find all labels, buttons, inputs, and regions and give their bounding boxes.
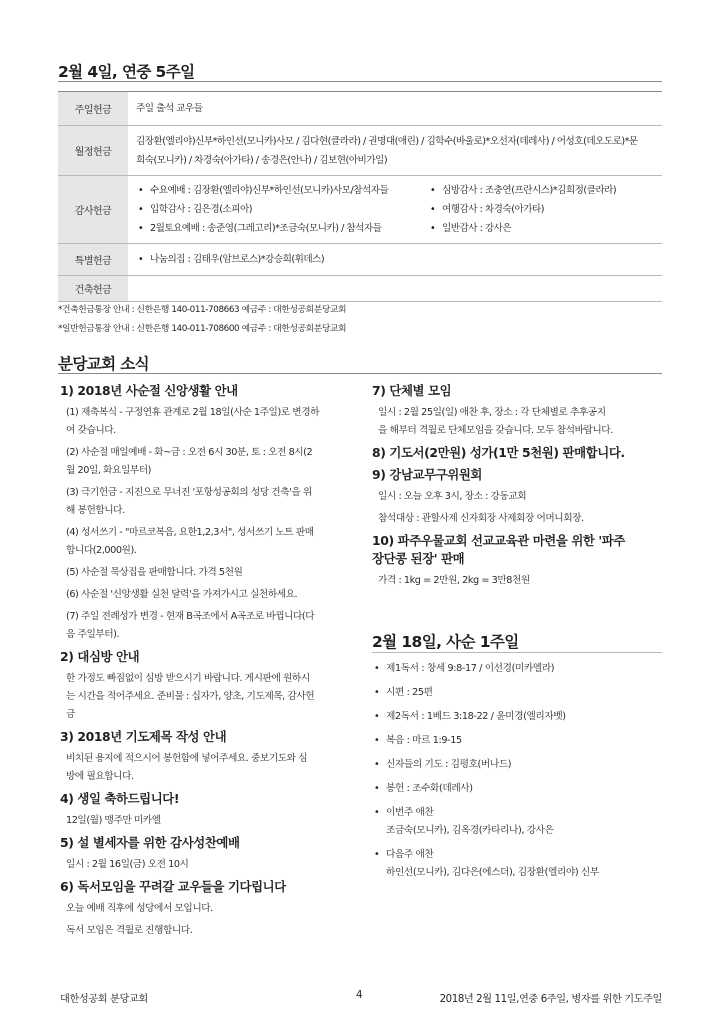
list-item: • 나눔의집 : 김태우(암브로스)*강승희(휘데스)	[136, 250, 654, 269]
offering-table	[58, 91, 662, 302]
news-line: 월 20일, 화요일부터)	[66, 465, 152, 476]
news-line: 해 봉헌합니다.	[66, 505, 125, 516]
news-line: 일시 : 2월 25일(일) 애찬 후, 장소 : 각 단체별로 추후공지	[378, 407, 606, 418]
list-item: • 다음주 애찬 하인선(모니카), 김다은(에스더), 김장환(엘리야) 신부	[372, 846, 662, 882]
list-item: • 시편 : 25편	[372, 684, 662, 702]
news-line: 을 해부터 격월로 단체모임을 갖습니다. 모두 참석바랍니다.	[378, 425, 613, 436]
list-item: • 봉헌 : 조수화(데레사)	[372, 780, 662, 798]
news-line: 음 주일부터).	[66, 629, 120, 640]
footer-date: 2018년 2월 11일,연중 6주일, 병자를 위한 기도주일	[439, 994, 662, 1005]
news-line: 오늘 예배 직후에 성당에서 모입니다.	[66, 903, 213, 914]
news-column-right	[372, 382, 662, 590]
section-rule	[58, 81, 662, 82]
offering-label: 특별헌금	[58, 244, 128, 276]
list-item: • 제1독서 : 창세 9:8-17 / 이선경(미카엘라)	[372, 660, 662, 678]
news-line: 일시 : 오늘 오후 3시, 장소 : 강동교회	[378, 491, 527, 502]
news-title: 5) 설 별세자를 위한 감사성찬예배	[60, 835, 240, 850]
sunday-list	[372, 660, 662, 888]
offering-row-building	[58, 276, 662, 302]
news-line: (2) 사순절 매일예배 - 화~금 : 오전 6시 30분, 토 : 오전 8시(2	[66, 447, 313, 458]
list-item: • 심방감사 : 조충연(프란시스)*김희정(클라라)	[428, 181, 616, 200]
news-line: 12일(월) 맹주만 미카엘	[66, 815, 161, 826]
news-title: 8) 기도서(2만원) 성가(1만 5천원) 판매합니다.	[372, 445, 625, 460]
offering-label: 주일헌금	[58, 92, 128, 126]
footer-church-name: 대한성공회 분당교회	[60, 994, 148, 1005]
page-number: 4	[356, 990, 363, 1001]
list-item: • 입학감사 : 김은경(소피아)	[136, 200, 428, 219]
offering-value	[128, 276, 662, 302]
news-title: 10) 파주우물교회 선교교육관 마련을 위한 '파주	[372, 533, 625, 548]
list-item: • 이번주 애찬 조금숙(모니카), 김옥경(카타리나), 강사은	[372, 804, 662, 840]
news-line: 합니다(2,000원).	[66, 545, 137, 556]
list-item: • 2월토요예배 : 송준영(그레고리)*조금숙(모니카) / 참석자들	[136, 219, 428, 238]
thanks-list-right	[428, 181, 616, 238]
section-rule	[372, 652, 662, 653]
news-title: 4) 생일 축하드립니다!	[60, 791, 180, 806]
account-note-general: *일반헌금통장 안내 : 신한은행 140-011-708600 예금주 : 대한성공회분당교회	[58, 324, 347, 334]
list-item: • 신자들의 기도 : 김평호(버나드)	[372, 756, 662, 774]
offering-value	[128, 176, 662, 244]
news-line: 참석대상 : 관할사제 신자회장 사제회장 어머니회장.	[378, 513, 584, 524]
offering-row-thanks	[58, 176, 662, 244]
list-item: • 일반감사 : 강사은	[428, 219, 616, 238]
news-line: 는 시간을 적어주세요. 준비물 : 십자가, 양초, 기도제목, 감사헌	[66, 691, 315, 702]
news-line: (1) 재축복식 - 구정연휴 관계로 2월 18일(사순 1주일)로 변경하	[66, 407, 320, 418]
offering-label: 월정헌금	[58, 126, 128, 176]
news-title: 2) 대심방 안내	[60, 649, 140, 664]
offering-row-sunday	[58, 92, 662, 126]
news-line: (3) 극기헌금 - 지진으로 무너진 '포항성공회의 성당 건축'을 위	[66, 487, 312, 498]
news-title: 9) 강남교무구위원회	[372, 467, 482, 482]
section-title-feb4: 2월 4일, 연중 5주일	[58, 63, 195, 81]
news-line: (7) 주일 전례성가 변경 - 현재 B곡조에서 A곡조로 바뀝니다(다	[66, 611, 315, 622]
news-line: (4) 성서쓰기 - "마르코복음, 요한1,2,3서", 성서쓰기 노트 판매	[66, 527, 314, 538]
section-rule	[58, 373, 662, 374]
list-item: • 여행감사 : 차경숙(아가타)	[428, 200, 616, 219]
offering-line: 김장환(엘리야)신부*하인선(모니카)사모 / 김다현(클라라) / 권명대(애린) / 김학수(바울로)*오선자(데레사) / 어성호(데오도로)*문	[136, 135, 638, 147]
news-title: 1) 2018년 사순절 신앙생활 안내	[60, 383, 238, 398]
news-line: 금	[66, 709, 75, 720]
news-line: 가격 : 1kg = 2만원, 2kg = 3만8천원	[378, 575, 530, 586]
news-line: (5) 사순절 묵상집을 판매합니다. 가격 5천원	[66, 567, 243, 578]
offering-row-monthly	[58, 126, 662, 176]
news-line: 독서 모임은 격월로 진행합니다.	[66, 925, 193, 936]
news-title: 6) 독서모임을 꾸려갈 교우들을 기다립니다	[60, 879, 286, 894]
list-item: • 복음 : 마르 1:9-15	[372, 732, 662, 750]
offering-label: 건축헌금	[58, 276, 128, 302]
offering-row-special	[58, 244, 662, 276]
section-title-news: 분당교회 소식	[58, 355, 150, 373]
offering-value	[128, 126, 662, 176]
list-item: • 수요예배 : 김장환(엘리야)신부*하인선(모니카)사모/참석자들	[136, 181, 428, 200]
news-column-left	[60, 382, 360, 940]
news-line: 비치된 용지에 적으시어 봉헌함에 넣어주세요. 중보기도와 심	[66, 753, 308, 764]
news-title: 3) 2018년 기도제목 작성 안내	[60, 729, 227, 744]
news-title-cont: 장단콩 된장' 판매	[372, 551, 465, 566]
news-line: 일시 : 2월 16일(금) 오전 10시	[66, 859, 189, 870]
offering-value	[128, 244, 662, 276]
news-line: 한 가정도 빠짐없이 심방 받으시기 바랍니다. 게시판에 원하시	[66, 673, 310, 684]
news-line: 여 갖습니다.	[66, 425, 116, 436]
news-title: 7) 단체별 모임	[372, 383, 452, 398]
news-line: 방에 필요합니다.	[66, 771, 134, 782]
offering-value: 주일 출석 교우들	[128, 92, 662, 126]
account-note-building: *건축헌금통장 안내 : 신한은행 140-011-708663 예금주 : 대한성공회분당교회	[58, 305, 347, 315]
offering-line: 희숙(모니카) / 차경숙(아가타) / 송경은(안나) / 김보현(아비가일)	[136, 154, 388, 166]
news-line: (6) 사순절 '신앙생활 실천 달력'을 가져가시고 실천하세요.	[66, 589, 298, 600]
section-title-feb18: 2월 18일, 사순 1주일	[372, 633, 519, 651]
thanks-list-left	[136, 181, 428, 238]
offering-label: 감사헌금	[58, 176, 128, 244]
list-item: • 제2독서 : 1베드 3:18-22 / 윤미경(엘리자벳)	[372, 708, 662, 726]
